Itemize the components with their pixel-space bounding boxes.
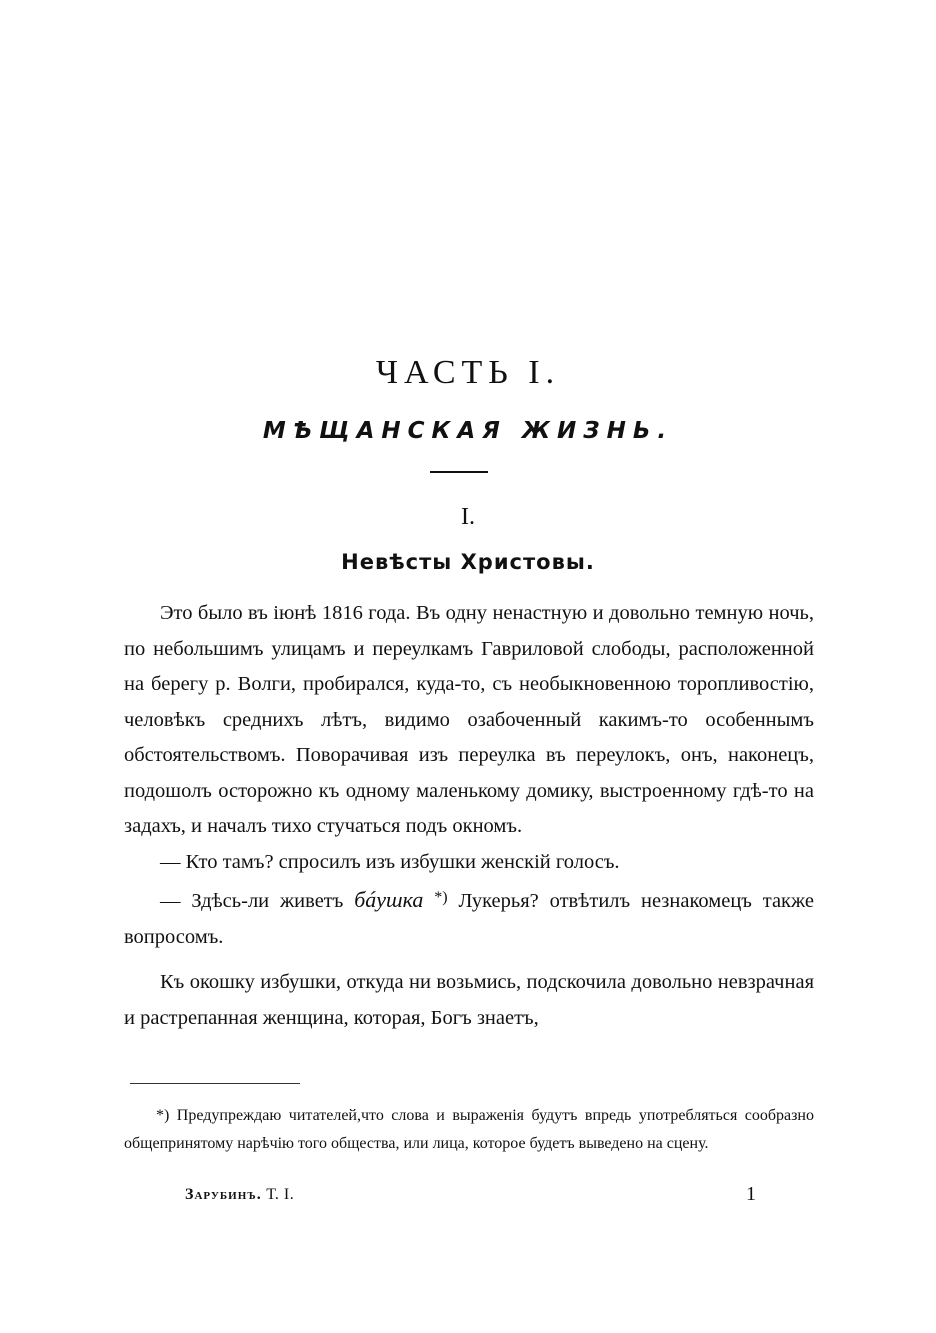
chapter-number: I. <box>461 504 475 530</box>
title-divider <box>430 471 488 473</box>
dialogue-line: — Кто тамъ? спросилъ изъ избушки женскій голосъ. <box>160 850 620 873</box>
italic-word: бáушка <box>354 887 424 912</box>
page-number: 1 <box>746 1183 756 1205</box>
dialogue-text: — Здѣсь-ли живетъ <box>160 890 355 912</box>
signature-volume: Т. I. <box>266 1186 295 1203</box>
body-paragraph: Къ окошку избушки, откуда ни возьмись, подскочила довольно невзрачная и растрепанная женщина, которая, Богъ знаетъ, <box>124 971 814 1029</box>
chapter-body <box>124 596 814 1036</box>
footnote-text: *) Предупреждаю читателей,что слова и выраженія будутъ впредь употребляться сообразно общепринятому нарѣчію того общества, или лица, которое будетъ выведено на сцену. <box>124 1107 814 1152</box>
chapter-title: Невѣсты Христовы. <box>341 550 595 574</box>
footnote-mark: *) <box>434 889 448 906</box>
part-title: ЧАСТЬ I. <box>375 354 561 391</box>
footnote-divider <box>130 1083 300 1084</box>
body-paragraph: Это было въ іюнѣ 1816 года. Въ одну ненастную и довольно темную ночь, по небольшимъ улицамъ и переулкамъ Гавриловой слободы, расположенной на берегу р. Волги, пробирался, куда-то, съ необыкновенною торопливостію, человѣкъ среднихъ лѣтъ, видимо озабоченный какимъ-то особеннымъ обстоятельствомъ. Поворачивая изъ переулка въ переулокъ, онъ, наконецъ, подошолъ осторожно къ одному маленькому домику, выстроенному гдѣ-то на задахъ, и началъ тихо стучаться подъ окномъ. <box>124 602 814 837</box>
footnote <box>124 1102 814 1158</box>
signature-name: Зарубинъ. <box>185 1186 262 1203</box>
dialogue-line <box>124 880 814 955</box>
dialogue-text: Лукерья? отвѣтилъ незнакомецъ также вопросомъ. <box>124 890 815 948</box>
printer-signature <box>185 1186 294 1204</box>
part-subtitle: МѢЩАНСКАЯ ЖИЗНЬ. <box>262 418 674 444</box>
